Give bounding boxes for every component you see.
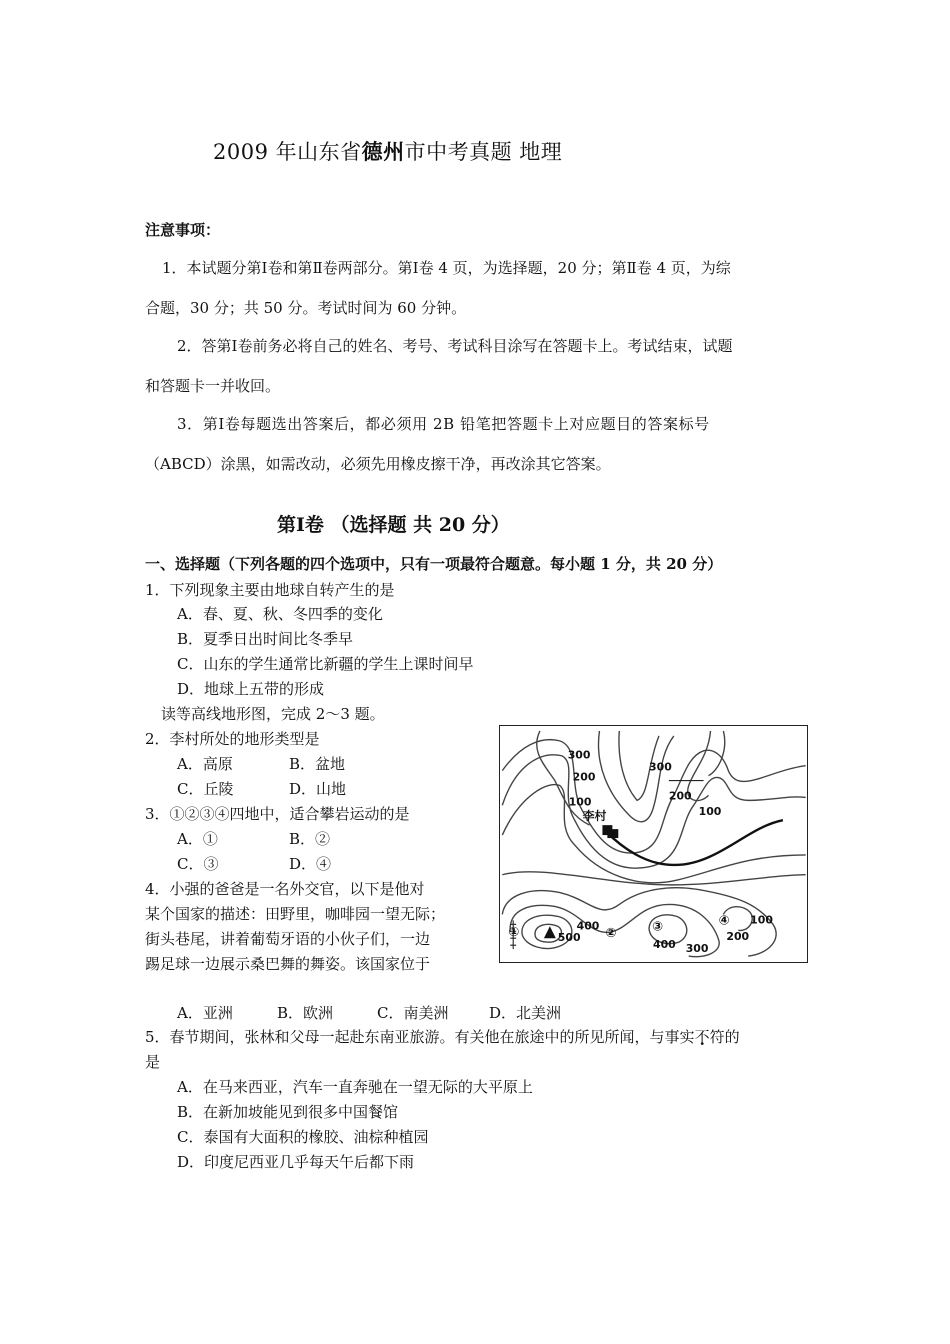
map-label: 300 bbox=[567, 748, 591, 762]
q5-option-a: A．在马来西亚，汽车一直奔驰在一望无际的大平原上 bbox=[177, 1078, 533, 1096]
map-label: 100 bbox=[750, 913, 773, 927]
contour-line bbox=[502, 740, 805, 853]
notice-line: 3．第Ⅰ卷每题选出答案后，都必须用 2B 铅笔把答题卡上对应题目的答案标号 bbox=[177, 415, 710, 433]
map-label: 300 bbox=[685, 942, 709, 956]
map-label: 400 bbox=[653, 938, 676, 952]
q2-option-d: D．山地 bbox=[289, 780, 347, 798]
contour-map-svg bbox=[500, 726, 807, 962]
map-label: ① bbox=[508, 925, 520, 941]
q2-option-c: C．丘陵 bbox=[177, 780, 234, 798]
title-prefix: 2009 年山东省 bbox=[213, 140, 362, 164]
q5-stem bbox=[145, 1027, 740, 1047]
q5-option-c: C．泰国有大面积的橡胶、油棕种植园 bbox=[177, 1128, 429, 1146]
q4-stem-line: 4．小强的爸爸是一名外交官，以下是他对 bbox=[145, 880, 425, 898]
notice-line: 2．答第Ⅰ卷前务必将自己的姓名、考号、考试科目涂写在答题卡上。考试结束，试题 bbox=[177, 337, 733, 355]
q4-option-a: A．亚洲 bbox=[177, 1004, 233, 1022]
map-label: 100 bbox=[698, 805, 722, 819]
map-instruction: 读等高线地形图，完成 2～3 题。 bbox=[161, 705, 385, 723]
notice-heading: 注意事项： bbox=[145, 221, 221, 239]
q5-option-d: D．印度尼西亚几乎每天午后都下雨 bbox=[177, 1153, 415, 1171]
map-label: 200 bbox=[668, 789, 692, 803]
river bbox=[604, 820, 782, 865]
q5-emphasis: 不符 bbox=[694, 1028, 725, 1046]
q3-option-b: B．② bbox=[289, 830, 331, 848]
q3-stem: 3．①②③④四地中，适合攀岩运动的是 bbox=[145, 805, 410, 823]
title-suffix: 市中考真题 地理 bbox=[404, 140, 563, 164]
q4-option-d: D．北美洲 bbox=[489, 1004, 562, 1022]
part-heading: 一、选择题（下列各题的四个选项中，只有一项最符合题意。每小题 1 分，共 20 分） bbox=[145, 555, 723, 573]
q4-stem-line: 踢足球一边展示桑巴舞的舞姿。该国家位于 bbox=[145, 955, 431, 973]
q1-option-a: A．春、夏、秋、冬四季的变化 bbox=[177, 605, 383, 623]
q1-stem: 1．下列现象主要由地球自转产生的是 bbox=[145, 581, 395, 599]
summit-triangle bbox=[544, 926, 556, 938]
section-title: 第Ⅰ卷 （选择题 共 20 分） bbox=[277, 514, 510, 536]
q1-option-b: B．夏季日出时间比冬季早 bbox=[177, 630, 354, 648]
title-city: 德州 bbox=[361, 139, 405, 164]
q5-stem-line2: 是 bbox=[145, 1053, 161, 1071]
notice-line: （ABCD）涂黑，如需改动，必须先用橡皮擦干净，再改涂其它答案。 bbox=[145, 455, 611, 473]
map-label: 200 bbox=[726, 930, 750, 944]
q4-option-c: C．南美洲 bbox=[377, 1004, 449, 1022]
q2-option-b: B．盆地 bbox=[289, 755, 346, 773]
map-label: 200 bbox=[572, 770, 596, 784]
q1-option-c: C．山东的学生通常比新疆的学生上课时间早 bbox=[177, 655, 474, 673]
map-label: 500 bbox=[557, 931, 581, 945]
village-label: 李村 bbox=[582, 809, 607, 824]
page-title bbox=[213, 136, 562, 166]
q2-option-a: A．高原 bbox=[177, 755, 233, 773]
map-label: 100 bbox=[568, 795, 592, 809]
contour-line bbox=[502, 888, 776, 956]
q3-option-d: D．④ bbox=[289, 855, 332, 873]
map-label: 400 bbox=[576, 919, 600, 933]
contour-map bbox=[499, 725, 808, 963]
map-label: ③ bbox=[652, 919, 663, 935]
contour-line bbox=[598, 731, 673, 822]
q4-option-b: B．欧洲 bbox=[277, 1004, 334, 1022]
notice-line: 合题，30 分；共 50 分。考试时间为 60 分钟。 bbox=[145, 299, 467, 317]
q5-stem-end: 的 bbox=[724, 1028, 740, 1046]
notice-line: 和答题卡一并收回。 bbox=[145, 377, 281, 395]
map-label: ② bbox=[605, 926, 617, 942]
q4-stem-line: 某个国家的描述：田野里，咖啡园一望无际； bbox=[145, 905, 446, 923]
q5-option-b: B．在新加坡能见到很多中国餐馆 bbox=[177, 1103, 399, 1121]
map-label: ④ bbox=[718, 913, 730, 929]
q3-option-c: C．③ bbox=[177, 855, 219, 873]
q5-stem-text: 5．春节期间，张林和父母一起赴东南亚旅游。有关他在旅途中的所见所闻，与事实 bbox=[145, 1028, 695, 1046]
map-label: 300 bbox=[649, 760, 672, 774]
q1-option-d: D．地球上五带的形成 bbox=[177, 680, 325, 698]
village-house bbox=[607, 829, 618, 838]
notice-line: 1．本试题分第Ⅰ卷和第Ⅱ卷两部分。第Ⅰ卷 4 页，为选择题，20 分；第Ⅱ卷 4 页，为综 bbox=[162, 259, 731, 277]
q4-stem-line: 街头巷尾，讲着葡萄牙语的小伙子们，一边 bbox=[145, 930, 431, 948]
q2-stem: 2．李村所处的地形类型是 bbox=[145, 730, 320, 748]
q3-option-a: A．① bbox=[177, 830, 218, 848]
